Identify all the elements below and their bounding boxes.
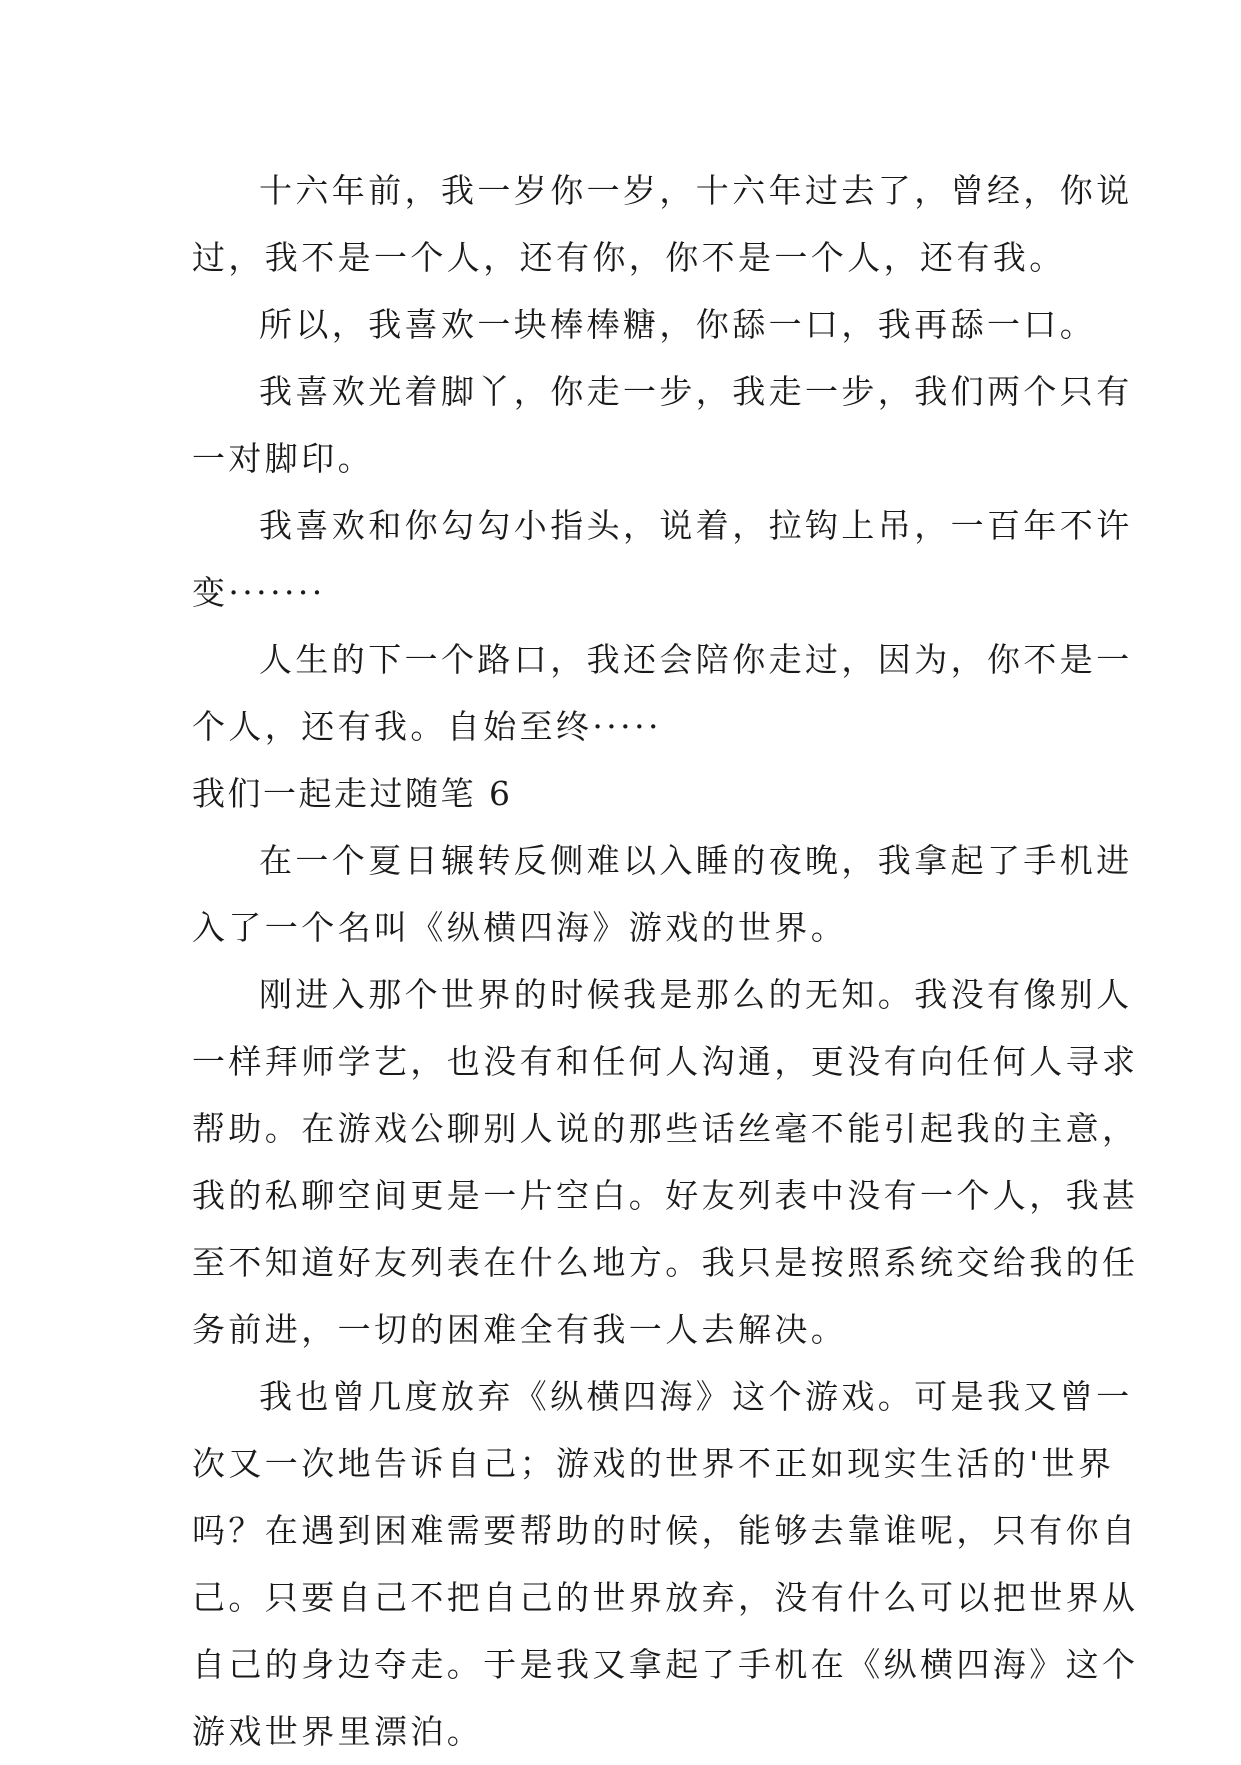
section-heading: 我们一起走过随笔 6 (192, 774, 513, 813)
text-line: 己。只要自己不把自己的世界放弃，没有什么可以把世界从 (192, 1578, 1139, 1617)
text-line: 个人，还有我。自始至终····· (192, 707, 662, 746)
text-line: 入了一个名叫《纵横四海》游戏的世界。 (192, 908, 848, 947)
text-line: 刚进入那个世界的时候我是那么的无知。我没有像别人 (259, 975, 1133, 1014)
text-line: 自己的身边夺走。于是我又拿起了手机在《纵横四海》这个 (192, 1645, 1139, 1684)
text-line: 吗？在遇到困难需要帮助的时候，能够去靠谁呢，只有你自 (192, 1511, 1139, 1550)
text-line: 在一个夏日辗转反侧难以入睡的夜晚，我拿起了手机进 (259, 841, 1133, 880)
text-line: 一对脚印。 (192, 439, 374, 478)
text-line: 次又一次地告诉自己；游戏的世界不正如现实生活的'世界 (192, 1444, 1115, 1483)
text-line: 变······· (192, 573, 326, 612)
text-line: 我喜欢和你勾勾小指头，说着，拉钩上吊，一百年不许 (259, 506, 1133, 545)
body-text (192, 157, 1139, 1765)
text-line: 我的私聊空间更是一片空白。好友列表中没有一个人，我甚 (192, 1176, 1139, 1215)
text-line: 我喜欢光着脚丫，你走一步，我走一步，我们两个只有 (259, 372, 1133, 411)
text-line: 帮助。在游戏公聊别人说的那些话丝毫不能引起我的主意， (192, 1109, 1139, 1148)
text-line: 所以，我喜欢一块棒棒糖，你舔一口，我再舔一口。 (259, 305, 1097, 344)
text-line: 十六年前，我一岁你一岁，十六年过去了，曾经，你说 (259, 171, 1133, 210)
text-line: 至不知道好友列表在什么地方。我只是按照系统交给我的任 (192, 1243, 1139, 1282)
text-line: 人生的下一个路口，我还会陪你走过，因为，你不是一 (259, 640, 1133, 679)
text-line: 过，我不是一个人，还有你，你不是一个人，还有我。 (192, 238, 1066, 277)
text-line: 务前进，一切的困难全有我一人去解决。 (192, 1310, 848, 1349)
text-line: 游戏世界里漂泊。 (192, 1712, 484, 1751)
text-line: 我也曾几度放弃《纵横四海》这个游戏。可是我又曾一 (259, 1377, 1133, 1416)
text-line: 一样拜师学艺，也没有和任何人沟通，更没有向任何人寻求 (192, 1042, 1139, 1081)
